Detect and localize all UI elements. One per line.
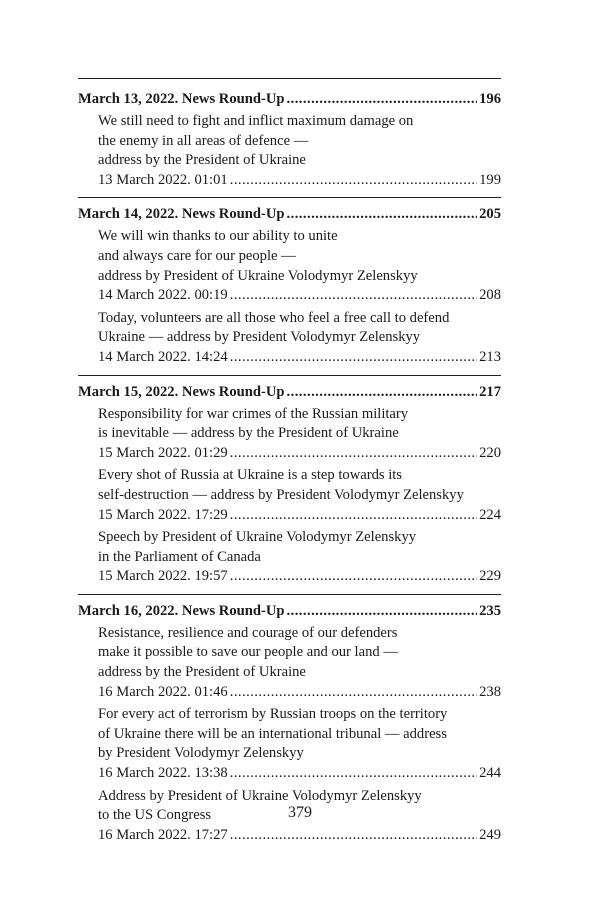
toc-item[interactable] <box>78 528 501 587</box>
item-date-line <box>98 683 501 703</box>
item-date: 15 March 2022. 19:57 <box>98 568 228 585</box>
item-page-number: 199 <box>479 171 501 188</box>
chapter-page-number: 217 <box>479 383 501 400</box>
item-text-line: in the Parliament of Canada <box>98 548 261 565</box>
toc-item[interactable] <box>78 309 501 368</box>
item-text-line: Resistance, resilience and courage of our defenders <box>98 624 398 641</box>
dot-leader <box>230 444 477 464</box>
item-date-line <box>98 348 501 368</box>
chapter-title: March 14, 2022. News Round-Up <box>78 206 285 223</box>
item-text-line: address by the President of Ukraine <box>98 152 306 169</box>
item-text-line: Today, volunteers are all those who feel a free call to defend <box>98 309 450 326</box>
toc-section <box>78 197 501 367</box>
item-page-number: 220 <box>479 444 501 461</box>
dot-leader <box>230 348 477 368</box>
toc-item[interactable] <box>78 112 501 190</box>
dot-leader <box>287 382 478 402</box>
table-of-contents <box>78 78 501 845</box>
item-date: 16 March 2022. 01:46 <box>98 683 228 700</box>
item-text-line: Speech by President of Ukraine Volodymyr Zelenskyy <box>98 529 417 546</box>
toc-item[interactable] <box>78 705 501 783</box>
chapter-page-number: 235 <box>479 602 501 619</box>
toc-section <box>78 375 501 587</box>
item-date: 16 March 2022. 13:38 <box>98 765 228 782</box>
item-text-line: address by the President of Ukraine <box>98 664 306 681</box>
dot-leader <box>230 286 477 306</box>
toc-chapter-entry[interactable] <box>78 601 501 621</box>
item-date: 16 March 2022. 17:27 <box>98 826 228 843</box>
toc-item[interactable] <box>78 624 501 702</box>
top-rule <box>78 78 501 79</box>
item-date-line <box>98 826 501 846</box>
item-text-line: make it possible to save our people and our land — <box>98 644 398 661</box>
dot-leader <box>230 683 477 703</box>
chapter-title: March 13, 2022. News Round-Up <box>78 91 285 107</box>
item-date-line <box>98 506 501 526</box>
item-page-number: 208 <box>479 287 501 304</box>
item-date-line <box>98 286 501 306</box>
toc-chapter-entry[interactable] <box>78 89 501 109</box>
dot-leader <box>230 567 477 587</box>
item-date-line <box>98 171 501 191</box>
chapter-page-number: 205 <box>479 206 501 223</box>
dot-leader <box>287 601 478 621</box>
item-date: 13 March 2022. 01:01 <box>98 171 228 188</box>
item-page-number: 238 <box>479 683 501 700</box>
item-page-number: 244 <box>479 765 501 782</box>
item-page-number: 213 <box>479 348 501 365</box>
dot-leader <box>287 204 478 224</box>
item-date-line <box>98 764 501 784</box>
item-text-line: We will win thanks to our ability to unite <box>98 228 338 245</box>
item-text-line: the enemy in all areas of defence — <box>98 132 309 149</box>
dot-leader <box>230 171 477 191</box>
item-date: 14 March 2022. 14:24 <box>98 348 228 365</box>
item-text-line: is inevitable — address by the President of Ukraine <box>98 425 399 442</box>
dot-leader <box>230 826 477 846</box>
item-text-line: Ukraine — address by President Volodymyr Zelenskyy <box>98 329 421 346</box>
toc-item[interactable] <box>78 227 501 305</box>
item-text-line: of Ukraine there will be an international tribunal — address <box>98 725 447 742</box>
item-date-line <box>98 444 501 464</box>
item-text-line: For every act of terrorism by Russian troops on the territory <box>98 706 448 723</box>
item-text-line: self-destruction — address by President Volodymyr Zelenskyy <box>98 486 464 503</box>
toc-chapter-entry[interactable] <box>78 382 501 402</box>
item-text-line: Responsibility for war crimes of the Russian military <box>98 405 409 422</box>
dot-leader <box>230 506 477 526</box>
page-number: 379 <box>288 804 312 821</box>
dot-leader <box>230 764 477 784</box>
item-date: 14 March 2022. 00:19 <box>98 287 228 304</box>
chapter-title: March 15, 2022. News Round-Up <box>78 383 285 400</box>
item-date: 15 March 2022. 17:29 <box>98 506 228 523</box>
chapter-page-number: 196 <box>479 91 501 107</box>
item-text-line: We still need to fight and inflict maximum damage on <box>98 113 414 129</box>
item-page-number: 224 <box>479 506 501 523</box>
item-text-line: and always care for our people — <box>98 247 296 264</box>
item-text-line: to the US Congress <box>98 807 212 824</box>
dot-leader <box>287 89 478 109</box>
item-date: 15 March 2022. 01:29 <box>98 444 228 461</box>
toc-item[interactable] <box>78 405 501 464</box>
item-page-number: 229 <box>479 568 501 585</box>
item-text-line: Address by President of Ukraine Volodymyr Zelenskyy <box>98 787 422 804</box>
item-date-line <box>98 567 501 587</box>
item-text-line: address by President of Ukraine Volodymyr Zelenskyy <box>98 267 418 284</box>
toc-chapter-entry[interactable] <box>78 204 501 224</box>
chapter-title: March 16, 2022. News Round-Up <box>78 602 285 619</box>
item-text-line: Every shot of Russia at Ukraine is a step towards its <box>98 467 402 484</box>
toc-section <box>78 89 501 190</box>
item-page-number: 249 <box>479 826 501 843</box>
item-text-line: by President Volodymyr Zelenskyy <box>98 745 304 762</box>
toc-item[interactable] <box>78 466 501 525</box>
